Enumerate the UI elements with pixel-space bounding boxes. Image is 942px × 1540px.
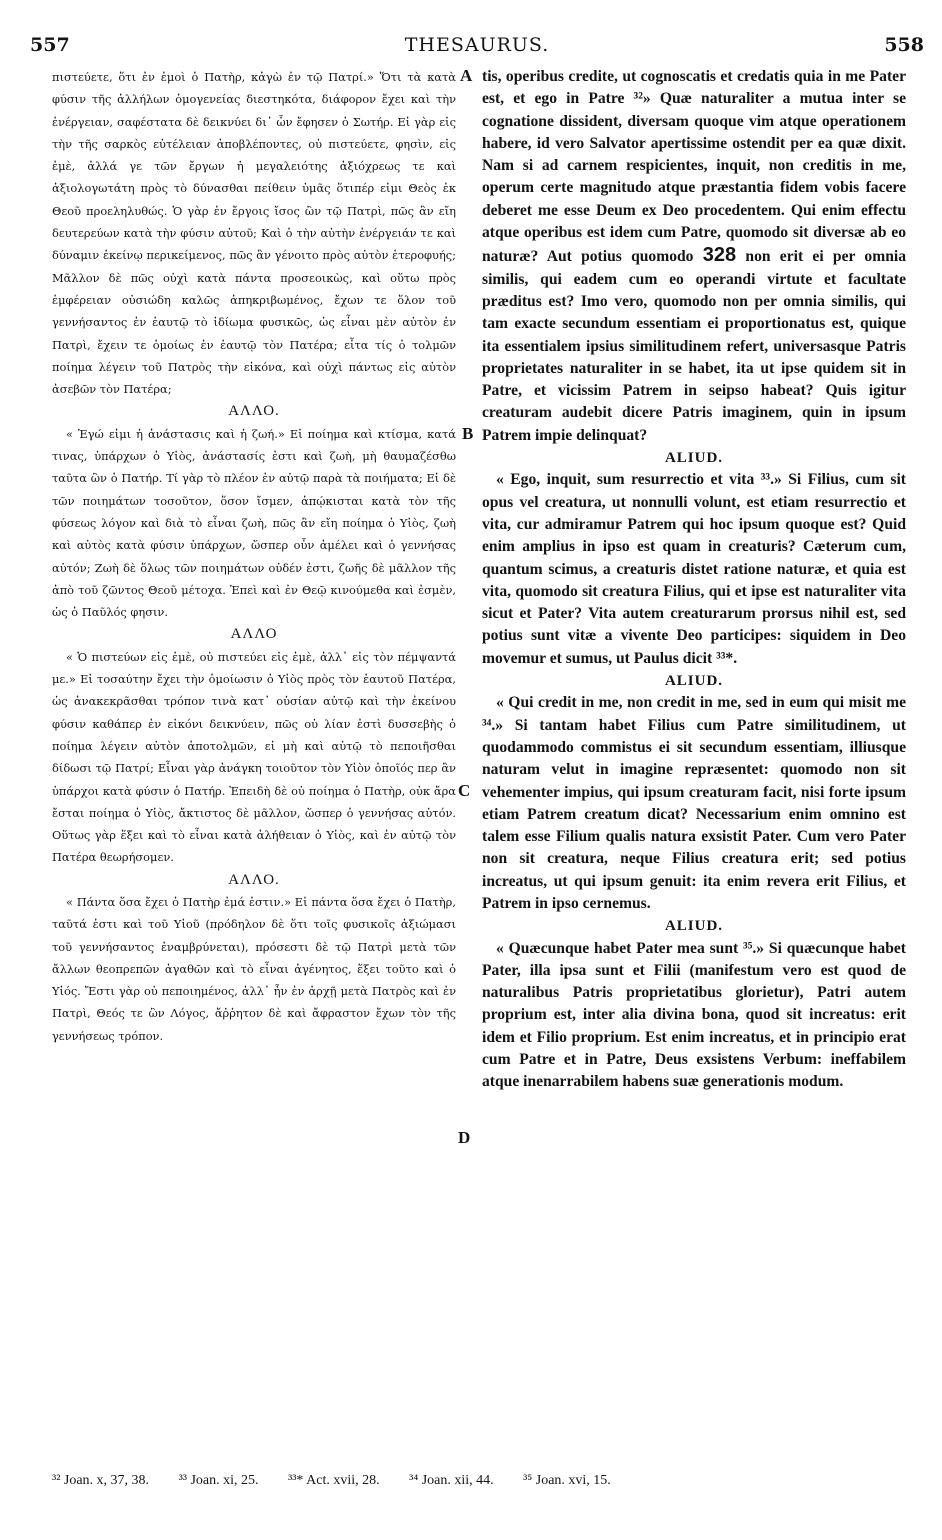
latin-section-title-2: ALIUD. — [664, 450, 724, 467]
margin-marker-a: A — [460, 66, 473, 85]
greek-paragraph-3: « Ὁ πιστεύων εἰς ἐμὲ, οὐ πιστεύει εἰς ἐμὲ, ἀλλ᾽ εἰς τὸν πέμψαντά με.» Εἰ τοσαύτην ἔχει τὴν ὁμοίωσιν ὁ Υἱὸς πρὸς τὸν ἑαυτοῦ Πατέρα, ὡς ἀνακεκρᾶσθαι τρόπον τινὰ κατ᾽ οὐσίαν αὐτῷ καὶ τὴν ἐκείνου φύσιν καθάπερ ἐν εἰκόνι δεικνύειν, πῶς οὐ λίαν ἐστὶ δυσσεβὴς ὁ ποίημα λέγειν αὐτὸν ἀποτολμῶν, εἰ μὴ καὶ αὐτῷ τὸ πεποιῆσθαι δίδωσι τῷ Πατρί; Εἶναι γὰρ ἀνάγκη τοιοῦτον τὸν Υἱὸν ὁποῖός περ ἂν ὑπάρχοι κατὰ φύσιν ὁ Πατήρ. Ἐπειδὴ δὲ οὐ ποίημα ὁ Πατὴρ, οὐκ ἄρα ἔσται ποίημα ὁ Υἱὸς, ἄκτιστος δὲ μᾶλλον, ὥσπερ ὁ γεννήσας αὐτόν. Οὕτως γὰρ ἕξει καὶ τὸ εἶναι κατὰ ἀλήθειαν ὁ Υἱὸς, καὶ ἐν αὐτῷ τὸν Πατέρα θεωρήσομεν. — [52, 649, 456, 865]
greek-paragraph-2: « Ἐγώ εἰμι ἡ ἀνάστασις καὶ ἡ ζωή.» Εἰ ποίημα καὶ κτίσμα, κατά τινας, ὑπάρχων ὁ Υἱὸς, ἀνάστασίς ἐστι καὶ ζωὴ, μὴ θαυμαζέσθω ταῦτα ὢν ὁ Πατήρ. Τί γὰρ τὸ πλέον ἐν αὐτῷ παρὰ τὰ ποιήματα; Εἰ δὲ τῶν ποιημάτων τοσοῦτον, ὅσον ἴσμεν, ἀπῴκισται κατὰ τὸν τῆς φύσεως λόγον καὶ διὰ τὸ εἶναι ζωὴ, πῶς ἂν εἴη ποίημα ὁ Υἱὸς, ζωὴ καὶ αὐτὸς κατὰ φύσιν ὑπάρχων, ὥσπερ οὖν ἀμέλει καὶ ὁ γεννήσας αὐτόν; Ζωὴ δὲ ὅλως τῶν ποιημάτων οὐδέν ἐστι, ζωῆς δὲ μᾶλλον τῆς ἀπὸ τοῦ ζῶντος Θεοῦ μέτοχα. Ἐπεὶ καὶ ἐν Θεῷ κινούμεθα καὶ ἐσμὲν, ὡς ὁ Παῦλός φησιν. — [52, 426, 456, 620]
greek-paragraph-4: « Πάντα ὅσα ἔχει ὁ Πατὴρ ἐμά ἐστιν.» Εἰ πάντα ὅσα ἔχει ὁ Πατὴρ, ταῦτά ἐστι καὶ τοῦ Υἱοῦ (πρόδηλον δὲ ὅτι τοῖς φυσικοῖς ἀξιώμασι τοῦ γεννήσαντος ἐναμβρύνεται), πρόσεστι δὲ τῷ Πατρὶ μετὰ τῶν ἄλλων θεοπρεπῶν ἀγαθῶν καὶ τὸ εἶναι ἀγένητος, ἕξει τοῦτο καὶ ὁ Υἱός. Ἔστι γὰρ οὐ πεποιημένος, ἀλλ᾽ ἦν ἐν ἀρχῇ μετὰ Πατρὸς καὶ ἐν Πατρὶ, Θεός τε ὢν Λόγος, ἄῤῥητον δὲ καὶ ἄφραστον ἔχων τὸν τῆς γεννήσεως τρόπον. — [52, 894, 456, 1043]
running-head — [30, 34, 924, 58]
latin-column — [482, 66, 906, 1094]
greek-section-title-3: ΑΛΛΟ — [230, 626, 278, 643]
latin-paragraph-1a: tis, operibus credite, ut cognoscatis et credatis quia in me Pater est, et ego in Patre ³²» Quæ naturaliter a mutua inter se cognatione dissident, diversam quoque vim atque operationem habere, id vero Salvator apertissime ostendit per ea quæ dixit. Nam si ad carnem respicientes, inquit, non creditis in me, operum certe magnitudo atque præstantia fidem vobis facere deberet me esse Deum ex Deo procedentem. Qui enim effectu atque operibus est idem cum Patre, quomodo sit diversæ ab eo naturæ? Aut potius quomodo — [482, 68, 906, 266]
page-number-right: 558 — [884, 34, 924, 56]
page-number-left: 557 — [30, 34, 70, 56]
column-number: 328 — [702, 244, 737, 267]
greek-section-title-4: ΑΛΛΟ. — [228, 871, 280, 888]
margin-marker-d: D — [458, 1128, 471, 1147]
footnote: ³² Joan. x, 37, 38. — [52, 1473, 150, 1488]
latin-paragraph-1 — [482, 66, 906, 447]
greek-paragraph-1: πιστεύετε, ὅτι ἐν ἐμοὶ ὁ Πατὴρ, κἀγὼ ἐν τῷ Πατρί.» Ὅτι τὰ κατὰ φύσιν τῆς ἀλλήλων ὁμογενείας διεστηκότα, διάφορον ἔχει καὶ τὴν ἐνέργειαν, σαφέστατα δὲ δεικνύει δι᾽ ὧν ἔφησεν ὁ Σωτήρ. Εἰ γὰρ εἰς τὴν τῆς σαρκὸς εὐτέλειαν ἀποβλέποντες, οὐ πιστεύετε, φησὶν, εἰς ἐμὲ, ἀλλά γε τῶν ἔργων ἡ μεγαλειότης ἀξιόχρεως τε καὶ ἀξιολογωτάτη πρὸς τὸ δύνασθαι πείθειν ὑμᾶς ὅτιπέρ εἰμι Θεὸς ἐκ Θεοῦ προεληλυθώς. Ὁ γὰρ ἐν ἔργοις ἴσος ὢν τῷ Πατρὶ, πῶς ἂν εἴη δευτερεύων κατὰ τὴν φύσιν αὐτοῦ; Καὶ ὁ τὴν αὐτὴν ἐνέργειάν τε καὶ δύναμιν ἐκείνῳ περικείμενος, πῶς ἂν γένοιτο πρὸς αὐτὸν ἑτεροφυής; Μᾶλλον δὲ πῶς οὐχὶ κατὰ πάντα προσεοικὼς, καὶ οὕτω πρὸς ἐμφέρειαν οὐσιώδη καλῶς ἀπηκριβωμένος, ἔχων τε ὅλον τοῦ γεννήσαντος ἐν ἑαυτῷ τὸ ἰδίωμα φυσικῶς, ὡς εἶναι μὲν αὐτὸν ἐν Πατρὶ, ἔχειν τε ὁμοίως ἐν ἑαυτῷ τὸν Πατέρα; εἶτα τίς ὁ τολμῶν ποίημα λέγειν τοῦ Πατρὸς τὴν εἰκόνα, καὶ οὐχὶ πάντως εἰς αὐτὸν ἀσεβῶν τὸν Πατέρα; — [52, 70, 456, 397]
latin-section-title-4: ALIUD. — [664, 918, 724, 935]
latin-paragraph-3: « Qui credit in me, non credit in me, sed in eum qui misit me ³⁴.» Si tantam habet Filius cum Patre similitudinem, ut quodammodo commistus ei sit secundum essentiam, illiusque naturam velut in imagine repræsentet: quomodo non sit vehementer impius, qui ipsum creaturam facit, nisi forte ipsum etiam Patrem creatum dicat? Necessarium enim omnino est talem esse Filium qualis natura exsistit Pater. Cum vero Pater non sit creatura, neque Filius creatura erit; sed potius increatus, ut qui ipsum genuit: ita enim revera erit Filius, et Patrem in ipso cernemus. — [482, 694, 906, 912]
latin-paragraph-4: « Quæcunque habet Pater mea sunt ³⁵.» Si quæcunque habet Pater, illa ipsa sunt et Filii (manifestum vero est quod de naturalibus Patris proprietatibus glorietur), Patri autem proprium est, inter alia divina bona, quod sit increatus: erit idem et Filio proprium. Est enim increatus, et in principio erat cum Patre et in Patre, Deus exsistens Verbum: ineffabilem atque inenarrabilem habens suæ generationis modum. — [482, 939, 906, 1091]
margin-marker-b: B — [462, 424, 474, 443]
greek-section-title-2: ΑΛΛΟ. — [228, 403, 280, 420]
latin-paragraph-1b: non erit ei per omnia similis, qui eadem cum eo operandi virtute et facultate præditus est? Imo vero, quomodo non per omnia similis, qui tam exacte secundum essentiam ei proportionatus est, quique ita essentialem ipsius similitudinem refert, universasque Patris proprietates naturaliter in se habet, ita ut ipse quidem sit in Patre, et vicissim Patrem in seipso habeat? Quis igitur creaturam audebit dicere Patris imaginem, quin in ipsum Patrem impie delinquat? — [482, 248, 906, 444]
footnote: ³⁴ Joan. xii, 44. — [409, 1473, 494, 1488]
latin-section-title-3: ALIUD. — [664, 673, 724, 690]
running-title: THESAURUS. — [404, 34, 550, 56]
footnote: ³⁵ Joan. xvi, 15. — [523, 1473, 611, 1488]
margin-marker-c: C — [458, 781, 471, 800]
footnotes — [52, 1473, 912, 1489]
latin-paragraph-2: « Ego, inquit, sum resurrectio et vita ³³.» Si Filius, cum sit opus vel creatura, ut nonnulli volunt, est etiam resurrectio et vita, cur admiramur Patrem qui hoc ipsum quoque est? Quid enim amplius in ipso est quam in creaturis? Cæterum cum, quantum scimus, a creaturis distet ratione naturæ, et quia est vita, quomodo sit creatura Filius, qui et ipse est naturaliter vita sicut et Pater? Vita autem creaturarum prorsus nihil est, sed potius sunt vitæ a vivente Deo participes: siquidem in Deo movemur et sumus, ut Paulus dicit ³³*. — [482, 471, 906, 667]
greek-column — [52, 66, 456, 1047]
footnote: ³³ Joan. xi, 25. — [178, 1473, 259, 1488]
footnote: ³³* Act. xvii, 28. — [288, 1473, 380, 1488]
